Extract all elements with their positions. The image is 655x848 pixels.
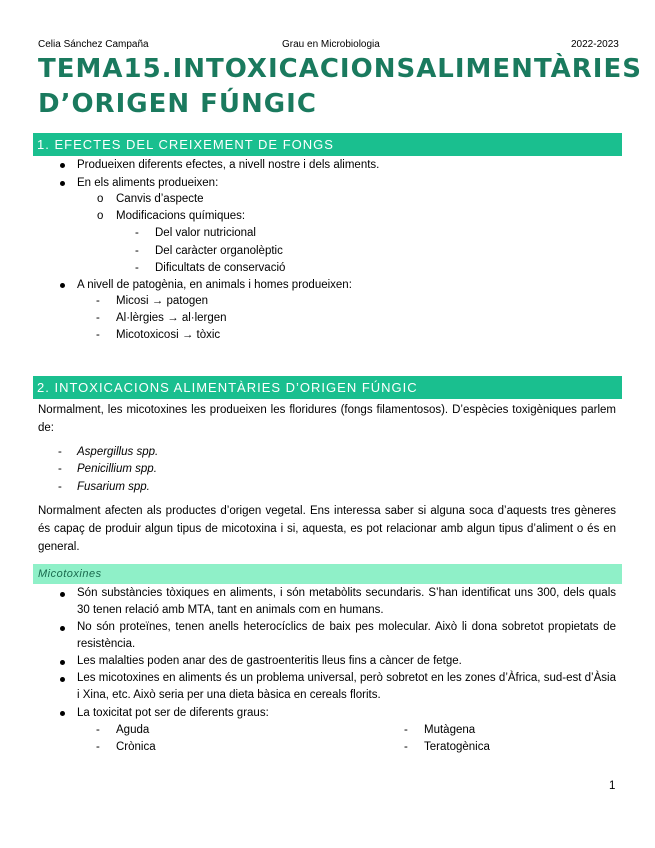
dash-icon: - <box>96 312 100 324</box>
circle-bullet-icon: o <box>97 193 104 205</box>
bullet-icon <box>60 711 65 716</box>
page-title <box>38 52 642 122</box>
toxicity-grade: Mutàgena <box>424 724 476 736</box>
dash-icon: - <box>96 741 100 753</box>
section-1-heading: 1. EFECTES DEL CREIXEMENT DE FONGS <box>33 133 622 156</box>
micotoxines-heading: Micotoxines <box>33 564 622 584</box>
dash-icon: - <box>58 446 62 458</box>
s1-bullet-3: A nivell de patogènia, en animals i homes produeixen: <box>77 279 352 291</box>
bullet-icon <box>60 592 65 597</box>
s1-patho-3: Micotoxicosi → tòxic <box>116 329 221 341</box>
genus-item: Aspergillus spp. <box>77 446 159 458</box>
dash-icon: - <box>404 724 408 736</box>
s1-sub-1: Canvis d’aspecte <box>116 193 204 205</box>
title-word: 15. <box>123 54 173 84</box>
title-word: ALIMENTÀRIES <box>416 54 642 84</box>
dash-icon: - <box>404 741 408 753</box>
dash-icon: - <box>96 295 100 307</box>
dash-icon: - <box>96 724 100 736</box>
toxicity-grade: Aguda <box>116 724 150 736</box>
s1-subsub-2: Del caràcter organolèptic <box>155 245 283 257</box>
header-author: Celia Sánchez Campaña <box>38 39 149 50</box>
section-2-heading: 2. INTOXICACIONS ALIMENTÀRIES D’ORIGEN FÚNGIC <box>33 376 622 399</box>
mico-bullet-2: No són proteïnes, tenen anells heterocíclics de baix pes molecular. Això li dona sobretot propietats de resistència. <box>77 621 616 650</box>
mico-bullet-4: Les micotoxines en aliments és un problema universal, però sobretot en les zones d’Àfrica, sud-est d’Àsia i Xina, etc. Això seria per una dieta bàsica en cereals florits. <box>77 672 616 701</box>
mico-bullet-3: Les malalties poden anar des de gastroenteritis lleus fins a càncer de fetge. <box>77 655 462 667</box>
circle-bullet-icon: o <box>97 210 104 222</box>
dash-icon: - <box>58 463 62 475</box>
s1-bullet-1: Produeixen diferents efectes, a nivell nostre i dels aliments. <box>77 159 380 171</box>
s2-paragraph-2: Normalment afecten als productes d’origen vegetal. Ens interessa saber si alguna soca d’aquests tres gèneres és capaç de produir algun tipus de micotoxina i si, aquesta, es pot relacionar amb algun tipus d’aliment o és en general. <box>38 505 616 553</box>
s1-sub-2: Modificacions químiques: <box>116 210 246 222</box>
s1-patho-1: Micosi → patogen <box>116 295 209 307</box>
bullet-icon <box>60 181 65 186</box>
dash-icon: - <box>135 245 139 257</box>
dash-icon: - <box>96 329 100 341</box>
header-course: Grau en Microbiologia <box>282 39 380 50</box>
bullet-icon <box>60 283 65 288</box>
s1-bullet-2: En els aliments produeixen: <box>77 177 219 189</box>
genus-item: Penicillium spp. <box>77 463 157 475</box>
dash-icon: - <box>135 227 139 239</box>
genus-item: Fusarium spp. <box>77 481 150 493</box>
bullet-icon <box>60 660 65 665</box>
s1-patho-2: Al·lèrgies → al·lergen <box>116 312 227 324</box>
title-word: TEMA <box>38 54 124 84</box>
bullet-icon <box>60 626 65 631</box>
bullet-icon <box>60 677 65 682</box>
toxicity-grade: Teratogènica <box>424 741 490 753</box>
s1-subsub-1: Del valor nutricional <box>155 227 256 239</box>
page-number: 1 <box>609 780 616 792</box>
toxicity-grade: Crònica <box>116 741 156 753</box>
header-year: 2022-2023 <box>571 39 619 50</box>
mico-bullet-5: La toxicitat pot ser de diferents graus: <box>77 707 269 719</box>
title-line-2: D’ORIGEN FÚNGIC <box>38 89 317 119</box>
s1-subsub-3: Dificultats de conservació <box>155 262 286 274</box>
dash-icon: - <box>58 481 62 493</box>
mico-bullet-1: Són substàncies tòxiques en aliments, i són metabòlits secundaris. S’han identificat uns 300, dels quals 30 tenen relació amb MTA, tant en animals com en humans. <box>77 587 616 616</box>
bullet-icon <box>60 163 65 168</box>
dash-icon: - <box>135 262 139 274</box>
title-word: INTOXICACIONS <box>172 54 417 84</box>
s2-intro: Normalment, les micotoxines les produeixen les floridures (fongs filamentosos). D’espècies toxigèniques parlem de: <box>38 404 616 434</box>
